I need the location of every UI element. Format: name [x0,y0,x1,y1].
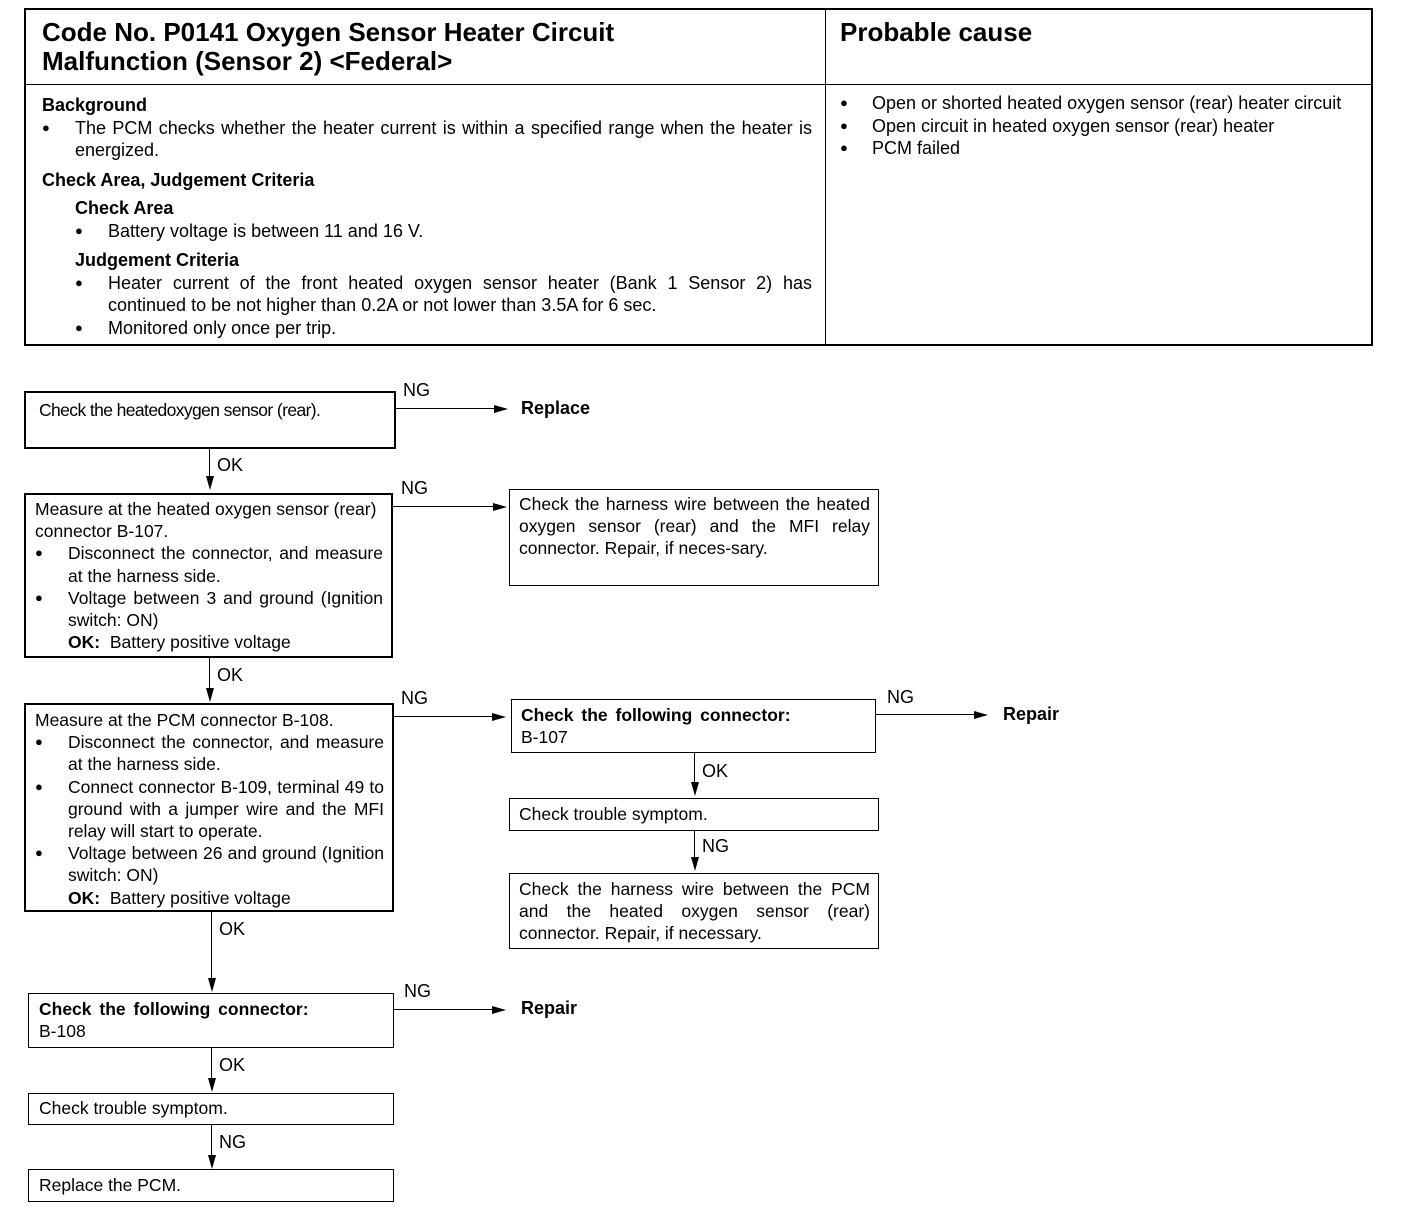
repair-result: Repair [521,998,578,1018]
ng-arrow-line [394,1009,494,1010]
check-connector-b108-box: Check the following connector: B-108 [28,993,394,1048]
check-area-item: ● Battery voltage is between 11 and 16 V. [75,220,812,243]
ok-arrow-line [211,912,212,988]
column-divider [825,10,826,344]
ng-arrow-line [396,408,496,409]
ng-label: NG [403,380,430,400]
arrow-down-icon [691,857,699,871]
ng-arrow-line [394,716,494,717]
arrow-right-icon [493,503,507,511]
probable-cause-item: ● Open or shorted heated oxygen sensor (rear) heater circuit [840,92,1356,115]
check-trouble-symptom-box: Check trouble symptom. [28,1093,394,1125]
step3-measure-b108-box: Measure at the PCM connector B-108. ● Disconnect the connector, and measure at the harness side. ● Connect connector B-109, terminal 49 to ground with a jumper wire and the MFI relay will start to operate. ● Voltage between 26 and ground (Ignition switch: ON) OK: Battery positive voltage [24,703,394,912]
ng-arrow-line [393,506,495,507]
replace-pcm-box: Replace the PCM. [28,1169,394,1202]
arrow-right-icon [492,1006,506,1014]
judgement-item: ● Heater current of the front heated oxygen sensor heater (Bank 1 Sensor 2) has continued to be not higher than 0.2A or not lower than 3.5A for 6 sec. [75,272,812,317]
arrow-down-icon [208,1078,216,1092]
arrow-down-icon [206,476,214,490]
harness-check-pcm-sensor-box: Check the harness wire between the PCM and the heated oxygen sensor (rear) connector. Repair, if necessary. [509,873,879,949]
arrow-down-icon [208,978,216,992]
ng-label: NG [702,836,729,856]
arrow-right-icon [494,405,508,413]
replace-result: Replace [521,398,591,418]
arrow-down-icon [206,688,214,702]
arrow-right-icon [492,713,506,721]
ok-label: OK [702,761,729,781]
harness-check-sensor-mfi-box: Check the harness wire between the heated oxygen sensor (rear) and the MFI relay connector. Repair, if neces-sary. [509,489,879,586]
probable-cause-item: ● PCM failed [840,137,1356,160]
ng-label: NG [401,478,428,498]
ng-label: NG [404,981,431,1001]
check-connector-b107-box: Check the following connector: B-107 [511,699,876,753]
ng-label: NG [219,1132,246,1152]
dtc-title: Code No. P0141 Oxygen Sensor Heater Circuit Malfunction (Sensor 2) <Federal> [42,17,615,76]
ng-label: NG [887,687,914,707]
background-heading: Background [42,95,148,115]
judgement-item: ● Monitored only once per trip. [75,317,812,340]
judgement-criteria-heading: Judgement Criteria [75,250,240,270]
arrow-down-icon [208,1155,216,1169]
ok-label: OK [219,1055,246,1075]
step2-measure-b107-box: Measure at the heated oxygen sensor (rear) connector B-107. ● Disconnect the connector, and measure at the harness side. ● Voltage between 3 and ground (Ignition switch: ON) OK: Battery positive voltage [24,493,393,658]
ok-label: OK [217,455,244,475]
description-section [42,94,812,339]
check-trouble-symptom-box: Check trouble symptom. [509,798,879,831]
repair-result: Repair [1003,704,1060,724]
ok-label: OK [219,919,246,939]
probable-cause-item: ● Open circuit in heated oxygen sensor (rear) heater [840,115,1356,138]
step1-check-sensor-box: Check the heatedoxygen sensor (rear). [24,391,396,449]
probable-cause-list [840,92,1356,160]
arrow-down-icon [691,782,699,796]
background-item: ● The PCM checks whether the heater current is within a specified range when the heater is energized. [42,117,812,162]
check-area-heading: Check Area [75,198,174,218]
dtc-info-table [24,8,1373,346]
header-divider [26,84,1371,85]
check-judgement-heading: Check Area, Judgement Criteria [42,169,315,190]
probable-cause-heading: Probable cause [840,17,1033,47]
ng-label: NG [401,688,428,708]
ok-label: OK [217,665,244,685]
arrow-right-icon [974,711,988,719]
ng-arrow-line [876,714,976,715]
